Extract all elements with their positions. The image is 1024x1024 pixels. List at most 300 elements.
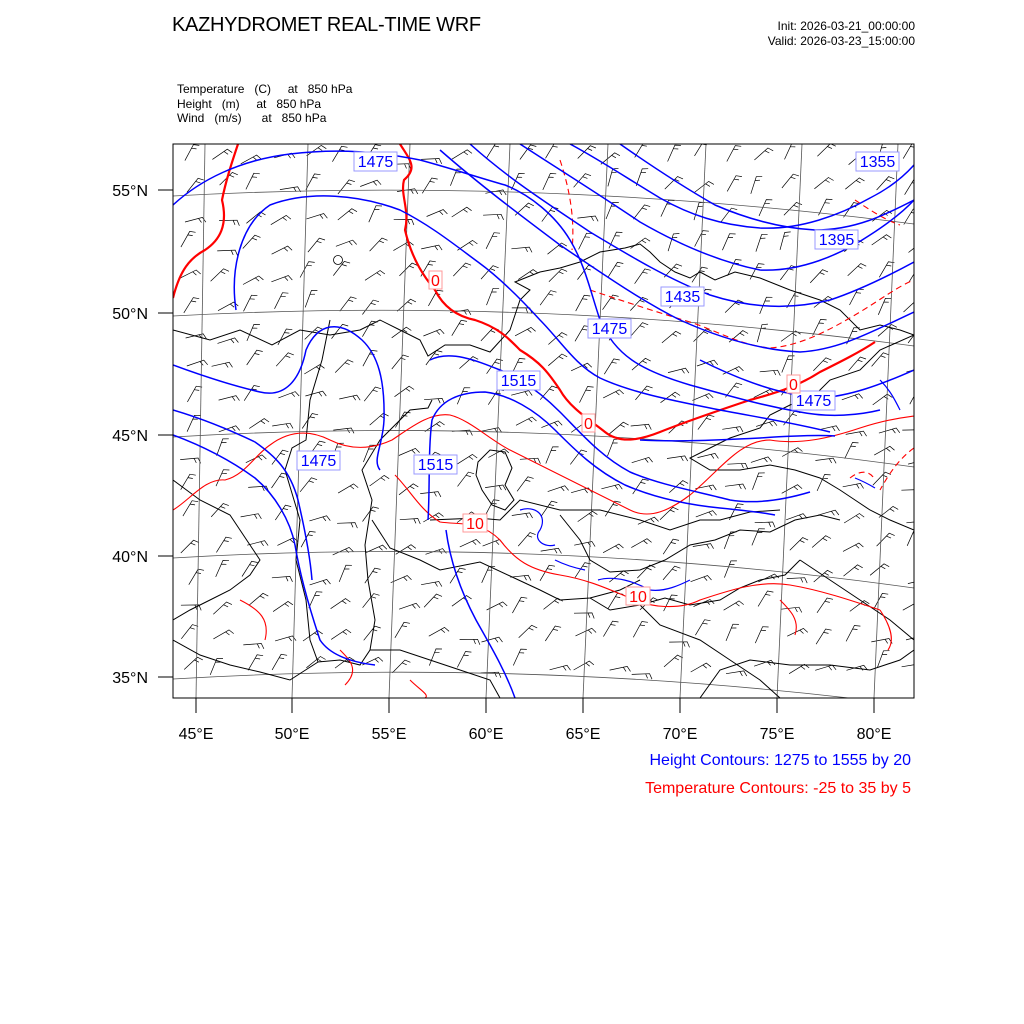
wind-barb	[545, 626, 561, 641]
wind-barb	[278, 329, 292, 345]
lat-label-35: 35°N	[112, 670, 148, 687]
wind-barb	[606, 202, 619, 219]
wind-barb	[817, 144, 835, 157]
meridian-70e	[680, 144, 706, 698]
wind-barb	[540, 565, 555, 581]
wind-barb	[631, 238, 651, 249]
wind-barb	[272, 576, 293, 581]
height-label	[297, 451, 340, 470]
wind-barb	[309, 592, 323, 608]
wind-barb	[429, 627, 449, 636]
wind-barb	[516, 417, 537, 425]
wind-barb	[423, 329, 444, 336]
wind-barb	[369, 206, 382, 223]
wind-barb	[338, 180, 355, 194]
wind-barb	[271, 215, 291, 224]
wind-barb	[331, 629, 351, 639]
wind-barb	[664, 655, 683, 667]
wind-barb	[782, 174, 799, 188]
wind-barb	[905, 179, 920, 194]
wind-barb	[212, 362, 233, 367]
wind-barb	[790, 538, 808, 551]
wind-barb	[395, 622, 410, 638]
wind-barb	[242, 561, 258, 576]
field-temperature: Temperature (C) at 850 hPa	[177, 82, 353, 96]
height-label	[497, 371, 540, 390]
temp-label-text: 0	[584, 416, 593, 433]
wind-barb	[397, 299, 416, 311]
wind-barb	[340, 297, 357, 311]
wind-barb	[579, 233, 593, 249]
wind-barb	[755, 627, 768, 643]
wind-barb	[874, 593, 889, 609]
wind-barb	[844, 514, 864, 524]
wind-barb	[663, 539, 679, 554]
wind-barb	[307, 145, 327, 155]
wind-barb	[574, 542, 595, 547]
wind-barb	[304, 365, 324, 374]
height-label-text: 1355	[859, 154, 896, 171]
lon-label-70: 70°E	[662, 726, 698, 743]
wind-barb	[693, 544, 714, 549]
wind-barb	[399, 484, 418, 495]
height-1535	[173, 435, 515, 698]
height-label-text: 1435	[664, 289, 701, 306]
height-label-text: 1475	[300, 453, 337, 470]
wind-barb	[635, 269, 651, 284]
wind-barb	[787, 628, 808, 636]
wind-barb	[362, 300, 379, 314]
wind-barb	[397, 189, 418, 194]
wind-barb	[243, 235, 261, 248]
wind-barb	[511, 247, 532, 252]
wind-barb	[181, 540, 199, 553]
wind-barb	[395, 386, 415, 397]
temp-label	[582, 414, 595, 433]
wind-barb	[698, 453, 719, 458]
wind-barb	[424, 398, 445, 404]
wind-barb	[513, 649, 527, 665]
wind-barb	[213, 630, 233, 639]
wind-barb	[691, 663, 711, 672]
height-label	[856, 152, 899, 171]
wind-barb	[331, 599, 351, 609]
wind-barb	[512, 174, 525, 190]
wind-barb	[815, 458, 836, 463]
wind-barb	[276, 353, 294, 366]
wind-barb	[722, 234, 735, 251]
wind-barb	[605, 501, 621, 516]
wind-barb	[633, 205, 650, 219]
wind-barb	[695, 620, 710, 636]
wind-barb	[217, 250, 237, 256]
temp-label	[429, 271, 442, 290]
wind-barb	[243, 276, 263, 285]
wind-barb	[548, 333, 567, 345]
wind-barb	[486, 233, 500, 249]
wind-barb	[756, 234, 768, 251]
wind-barb	[782, 485, 802, 494]
field-height: Height (m) at 850 hPa	[177, 96, 322, 111]
wind-barb	[726, 624, 739, 641]
wind-barb	[483, 214, 504, 220]
wind-barb	[574, 661, 594, 670]
latitude-labels	[112, 183, 148, 687]
wind-barb	[910, 388, 925, 404]
wind-barb	[903, 143, 918, 159]
wind-barb	[307, 214, 328, 219]
wind-barb	[550, 665, 571, 670]
wind-barb	[755, 522, 775, 528]
wind-barb	[696, 511, 717, 517]
high-center-marker	[334, 256, 343, 265]
wind-barb	[632, 457, 653, 462]
wind-barb	[365, 271, 385, 281]
wind-barb	[845, 178, 864, 189]
wind-barb	[902, 664, 923, 669]
wind-barb	[818, 510, 839, 515]
wind-barb	[631, 424, 652, 429]
wind-barb	[578, 511, 598, 521]
wind-barb	[780, 232, 791, 250]
wind-barb	[610, 422, 629, 434]
wind-barb	[370, 475, 390, 486]
wind-barb	[662, 331, 681, 343]
wind-barb	[633, 622, 648, 638]
wind-barb	[906, 521, 927, 526]
wind-barb	[727, 463, 747, 468]
height-label	[661, 287, 704, 306]
wind-barb	[181, 625, 198, 639]
temp-label-text: 0	[431, 273, 440, 290]
wind-barb	[609, 232, 623, 248]
wind-barb	[843, 543, 863, 551]
wind-barb	[427, 210, 448, 217]
wind-barb	[518, 533, 535, 547]
isotherm-south-wiggles	[240, 600, 891, 698]
wind-barb	[548, 354, 567, 366]
meridian-50e	[292, 144, 308, 698]
wind-barb	[452, 207, 472, 217]
wind-barb	[604, 359, 619, 374]
wind-barb	[577, 216, 598, 221]
wind-barb	[664, 595, 678, 611]
lon-label-50: 50°E	[274, 726, 310, 743]
isotherm-10c	[173, 415, 914, 514]
wind-barb	[909, 241, 928, 252]
wind-barb	[420, 492, 441, 497]
height-label-text: 1475	[591, 321, 628, 338]
wind-barb	[308, 238, 325, 252]
wind-barb	[512, 597, 527, 613]
wind-barb	[813, 319, 827, 335]
wind-barb	[452, 320, 467, 335]
init-time: Init: 2026-03-21_00:00:00	[777, 19, 915, 33]
wind-barb	[904, 300, 923, 312]
wind-barb	[511, 391, 532, 396]
wind-barb	[460, 539, 481, 547]
wind-barb	[872, 353, 889, 367]
wind-barb	[549, 269, 567, 282]
lon-label-80: 80°E	[856, 726, 892, 743]
wind-barb	[752, 473, 764, 490]
wind-barb	[515, 327, 536, 335]
wind-barb	[727, 176, 742, 192]
wind-barb	[519, 625, 538, 637]
height-1495	[173, 327, 810, 502]
wind-barb	[184, 298, 199, 313]
wind-barb	[216, 560, 229, 577]
wind-barb	[458, 472, 475, 486]
wind-barb	[392, 355, 409, 369]
wind-barb	[400, 519, 421, 525]
height-contours	[173, 144, 914, 698]
wind-barb	[631, 539, 651, 548]
lon-label-65: 65°E	[565, 726, 601, 743]
wind-barb	[844, 565, 863, 576]
wind-barb	[305, 290, 317, 307]
lon-label-45: 45°E	[178, 726, 214, 743]
wind-barb	[424, 594, 442, 607]
wind-barb	[814, 178, 833, 189]
wind-barb	[185, 145, 199, 161]
wind-barb	[278, 392, 299, 398]
wind-barb	[817, 598, 833, 613]
wind-barb	[425, 422, 445, 432]
wind-barb	[603, 390, 624, 398]
isotherm-0c-thick	[173, 144, 875, 440]
wind-barb	[871, 639, 892, 644]
field-wind: Wind (m/s) at 850 hPa	[177, 111, 327, 125]
wind-barb	[660, 507, 678, 520]
wind-barb	[212, 149, 232, 159]
wind-barb	[872, 235, 892, 245]
wind-barb	[540, 291, 556, 306]
wind-barb	[758, 591, 773, 606]
wind-barb	[908, 329, 925, 344]
wind-barb	[546, 143, 561, 159]
wind-barb	[786, 514, 807, 520]
wind-barb	[902, 430, 922, 436]
wind-barb	[333, 547, 354, 555]
height-label-text: 1515	[417, 457, 454, 474]
wind-barb	[543, 174, 556, 190]
wind-barb	[394, 220, 414, 226]
temp-label-text: 10	[629, 589, 647, 606]
wind-barb	[249, 419, 269, 429]
wind-barb	[540, 386, 557, 400]
axis-ticks	[158, 190, 874, 713]
wind-barb	[517, 477, 534, 492]
wind-barb	[632, 358, 651, 370]
wind-barb	[812, 536, 831, 548]
wind-barb	[421, 582, 442, 587]
wind-barb	[421, 245, 442, 250]
plot-frame	[173, 144, 914, 698]
height-label	[792, 391, 835, 410]
wind-barb	[631, 323, 649, 337]
wind-barb	[302, 414, 318, 429]
height-label	[588, 319, 631, 338]
wind-barb	[246, 173, 260, 189]
wind-barb	[636, 169, 648, 186]
wind-barb	[757, 324, 768, 342]
height-label	[815, 230, 858, 249]
wind-barb	[305, 391, 326, 396]
wind-barb	[845, 443, 859, 459]
wind-barb	[729, 331, 748, 343]
wind-barb	[722, 427, 743, 432]
wind-barb	[608, 262, 624, 277]
wind-barb	[306, 174, 321, 190]
wind-barb	[217, 439, 229, 456]
wind-barb	[187, 386, 202, 402]
meridian-60e	[486, 144, 510, 698]
wind-barb	[457, 652, 471, 668]
wind-barb	[512, 513, 533, 518]
wind-barb	[213, 602, 232, 614]
wind-barb	[246, 455, 267, 463]
wind-barb	[219, 396, 240, 401]
wind-barb	[399, 263, 417, 276]
wind-barb	[183, 501, 198, 516]
wind-barb	[399, 603, 420, 609]
wind-barb	[338, 484, 358, 493]
wind-barb	[849, 357, 866, 371]
wind-barb	[751, 176, 762, 194]
wind-barb	[692, 394, 713, 401]
wind-barb	[815, 665, 836, 670]
lat-label-45: 45°N	[112, 428, 148, 445]
border-uz-tm	[372, 520, 640, 600]
height-label	[414, 455, 457, 474]
wind-barb	[487, 143, 502, 158]
wind-barb	[576, 295, 591, 311]
wind-barb	[632, 674, 652, 680]
wind-barb	[273, 601, 293, 611]
wind-barb	[908, 579, 929, 584]
wind-barb	[370, 238, 388, 251]
temp-label-text: 0	[789, 377, 798, 394]
wind-barb	[338, 209, 357, 220]
wind-barb	[725, 484, 746, 489]
wind-barb	[187, 178, 204, 192]
height-label-text: 1475	[795, 393, 832, 410]
wind-barb	[301, 531, 316, 547]
wind-barb	[487, 288, 500, 305]
wind-barb	[216, 470, 229, 486]
height-1455	[234, 196, 830, 432]
wind-barb	[300, 262, 315, 278]
wind-barb	[306, 657, 325, 668]
wind-barb	[244, 386, 260, 401]
wind-barb	[694, 329, 712, 342]
wind-barb	[877, 533, 895, 546]
wind-barb	[364, 387, 381, 401]
wind-barb	[399, 448, 420, 455]
wind-barb	[181, 231, 196, 247]
wind-barb	[603, 621, 618, 637]
wind-barb	[848, 264, 867, 276]
wind-barb	[189, 569, 204, 585]
wind-barb	[691, 576, 712, 582]
wind-barb	[878, 298, 891, 315]
wind-barb	[603, 544, 623, 553]
wind-barb	[548, 243, 567, 254]
wind-barb	[460, 639, 480, 645]
wind-barb	[574, 613, 594, 619]
wind-barb	[309, 516, 330, 521]
wind-barb	[187, 360, 208, 366]
wind-barb	[873, 472, 891, 485]
wind-barb	[396, 545, 416, 555]
aral-sea	[476, 450, 514, 510]
wind-barb	[520, 458, 541, 464]
wind-barb	[392, 660, 410, 673]
longitude-labels	[179, 726, 892, 743]
wind-barb	[903, 601, 923, 610]
height-1475-east	[640, 436, 835, 441]
wind-barb	[846, 626, 860, 642]
wind-barb	[873, 394, 893, 405]
wind-barb	[370, 413, 389, 425]
height-1395	[520, 144, 914, 270]
wind-barb	[724, 601, 744, 610]
wind-barb	[184, 657, 203, 669]
wind-barb	[610, 666, 631, 671]
wind-barb	[452, 150, 472, 159]
wind-barb	[695, 141, 710, 156]
lon-label-60: 60°E	[468, 726, 504, 743]
border-central-asia	[560, 515, 840, 572]
lat-label-40: 40°N	[112, 549, 148, 566]
lon-label-55: 55°E	[371, 726, 407, 743]
wind-barb	[392, 327, 412, 338]
height-label-text: 1515	[500, 373, 537, 390]
wind-barb	[667, 456, 688, 461]
wind-barb	[723, 367, 744, 375]
wind-barb	[669, 481, 688, 493]
wind-barb	[548, 486, 569, 492]
height-label-text: 1475	[357, 154, 394, 171]
wind-barb	[216, 537, 231, 552]
country-borders	[173, 244, 914, 698]
wind-barb	[518, 270, 538, 280]
wind-barb	[908, 460, 929, 465]
wind-barb	[726, 671, 747, 676]
wind-barb	[249, 593, 268, 605]
wind-barb	[395, 412, 410, 428]
temperature-legend: Temperature Contours: -25 to 35 by 5	[645, 780, 911, 797]
wind-barb	[909, 267, 924, 282]
wind-barb	[901, 490, 921, 496]
temperature-contours	[173, 144, 914, 698]
wind-barb	[248, 655, 263, 671]
temp-label-text: 10	[466, 516, 484, 533]
wind-barb	[272, 423, 293, 428]
wind-barb	[457, 454, 477, 464]
wind-barb	[816, 629, 832, 644]
wind-barb	[580, 387, 594, 403]
height-label-text: 1395	[818, 232, 855, 249]
temp-label	[626, 587, 650, 606]
wind-barb	[275, 636, 296, 641]
border-south-east	[700, 560, 914, 698]
wind-barb	[339, 565, 352, 582]
lat-label-50: 50°N	[112, 306, 148, 323]
wind-barb	[453, 263, 471, 276]
wind-barb	[272, 246, 293, 254]
